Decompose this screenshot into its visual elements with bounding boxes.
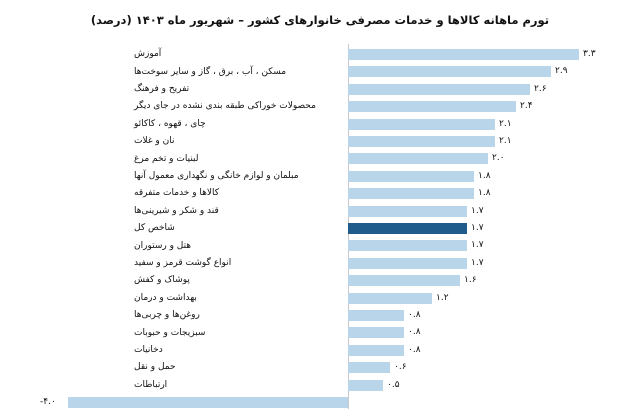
value-label: ۰.۵ — [387, 379, 400, 390]
value-label: ۰.۶ — [394, 362, 407, 373]
value-label: ۲.۴ — [520, 101, 533, 112]
category-label: مبلمان و لوازم خانگی و نگهداری معمول آنها — [134, 170, 299, 181]
category-label: سبزیجات و حبوبات — [134, 327, 206, 338]
category-label: هتل و رستوران — [134, 240, 192, 251]
bar-row — [0, 220, 640, 237]
bar-row — [0, 255, 640, 272]
category-label: شاخص کل — [134, 223, 175, 234]
category-label: پوشاک و کفش — [134, 275, 190, 286]
value-label: ۰.۸ — [408, 344, 421, 355]
category-label: نان و غلات — [134, 136, 175, 147]
bar-row — [0, 81, 640, 98]
bar — [348, 188, 474, 199]
category-label: تفریح و فرهنگ — [134, 83, 190, 94]
bar-row — [0, 46, 640, 63]
bar-row — [0, 394, 640, 411]
bar-row — [0, 307, 640, 324]
bar-row — [0, 150, 640, 167]
bar — [348, 136, 495, 147]
value-label: -۴.۰ — [40, 397, 56, 407]
value-label: ۲.۶ — [534, 83, 547, 94]
bar-row — [0, 290, 640, 307]
bar-row — [0, 377, 640, 394]
category-label: آموزش — [134, 49, 162, 60]
value-label: ۲.۱ — [499, 118, 512, 129]
category-label: انواع گوشت قرمز و سفید — [134, 257, 232, 268]
value-label: ۱.۷ — [471, 205, 484, 216]
bar — [348, 275, 460, 286]
bar-row — [0, 98, 640, 115]
bar-row — [0, 168, 640, 185]
value-label: ۰.۸ — [408, 327, 421, 338]
category-label: دخانیات — [134, 344, 163, 355]
value-label: ۳.۳ — [583, 49, 596, 59]
chart-title: تورم ماهانه کالاها و خدمات مصرفی خانوارهای کشور – شهریور ماه ۱۴۰۳ (درصد) — [90, 13, 550, 27]
category-label: قند و شکر و شیرینی‌ها — [134, 205, 219, 216]
value-label: ۱.۷ — [471, 240, 484, 251]
category-label: بهداشت و درمان — [134, 292, 197, 303]
bar — [348, 153, 488, 164]
value-label: ۲.۱ — [499, 136, 512, 146]
bar-row — [0, 324, 640, 341]
bar-row — [0, 272, 640, 289]
bar-row — [0, 359, 640, 376]
value-label: ۲.۹ — [555, 66, 568, 77]
bar-row — [0, 133, 640, 150]
bar — [348, 84, 530, 95]
value-label: ۱.۸ — [478, 188, 491, 199]
bar-row — [0, 237, 640, 254]
category-label: روغن‌ها و چربی‌ها — [134, 310, 200, 321]
bar — [348, 362, 390, 373]
value-label: ۱.۷ — [471, 257, 484, 268]
category-label: حمل و نقل — [134, 362, 176, 373]
bar — [348, 293, 432, 304]
bar-row — [0, 203, 640, 220]
bar — [348, 66, 551, 77]
category-label: محصولات خوراکی طبقه بندی نشده در جای دیگر — [134, 101, 316, 112]
value-label: ۱.۷ — [471, 223, 484, 233]
bar — [348, 258, 467, 269]
bar — [348, 327, 404, 338]
bar-row — [0, 185, 640, 202]
category-label: کالاها و خدمات متفرقه — [134, 188, 220, 199]
bar-row — [0, 63, 640, 80]
bar — [348, 345, 404, 356]
category-label: ارتباطات — [134, 379, 168, 390]
value-label: ۱.۲ — [436, 292, 449, 303]
value-label: ۱.۸ — [478, 170, 491, 181]
bar — [348, 206, 467, 217]
plot-area — [0, 44, 640, 412]
bar — [348, 119, 495, 130]
category-label: چای ، قهوه ، کاکائو — [134, 118, 206, 129]
category-label: مسکن ، آب ، برق ، گاز و سایر سوخت‌ها — [134, 66, 287, 77]
bar — [68, 397, 348, 408]
value-label: ۰.۸ — [408, 310, 421, 320]
bar — [348, 380, 383, 391]
bar — [348, 101, 516, 112]
bar-row — [0, 342, 640, 359]
value-label: ۲.۰ — [492, 153, 505, 164]
bar — [348, 223, 467, 234]
bar — [348, 310, 404, 321]
bar-row — [0, 116, 640, 133]
bar — [348, 240, 467, 251]
category-label: لبنیات و تخم مرغ — [134, 153, 199, 164]
bar — [348, 171, 474, 182]
bar — [348, 49, 579, 60]
value-label: ۱.۶ — [464, 275, 477, 286]
